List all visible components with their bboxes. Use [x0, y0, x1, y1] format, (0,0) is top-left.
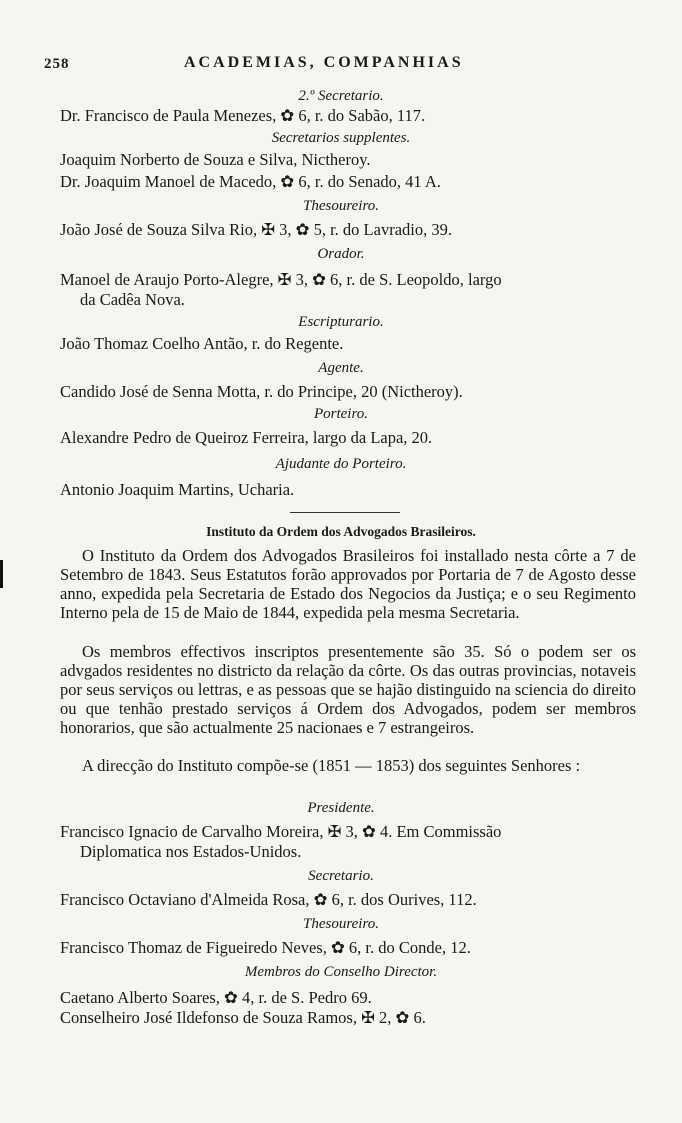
section-divider [290, 512, 400, 513]
entry-line: Joaquim Norberto de Souza e Silva, Nictheroy. [60, 150, 371, 169]
role-title: Orador. [317, 246, 365, 262]
page-header [44, 54, 644, 78]
role-title: Membros do Conselho Director. [244, 964, 438, 980]
role-title: Thesoureiro. [303, 916, 379, 932]
entry-line: João José de Souza Silva Rio, ✠ 3, ✿ 5, r. do Lavradio, 39. [60, 220, 452, 239]
paragraph: A direcção do Instituto compõe-se (1851 — 1853) dos seguintes Senhores : [82, 756, 581, 775]
entry-continuation: Diplomatica nos Estados-Unidos. [80, 842, 302, 861]
entry-line: João Thomaz Coelho Antão, r. do Regente. [60, 334, 344, 353]
entry-continuation: da Cadêa Nova. [80, 290, 185, 309]
entry-line: Dr. Francisco de Paula Menezes, ✿ 6, r. do Sabão, 117. [60, 106, 426, 125]
paragraph: O Instituto da Ordem dos Advogados Brasileiros foi installado nesta côrte a 7 de Setembro de 1843. Seus Estatutos forão approvados por Portaria de 7 de Agosto desse anno, expedida pela Secretaria de Estado dos Negocios da Justiça; e o seu Regimento Interno pela de 15 de Maio de 1844, expedida pela mesma Secretaria. [60, 546, 636, 622]
role-title: Secretario. [308, 868, 374, 884]
entry-line: Manoel de Araujo Porto-Alegre, ✠ 3, ✿ 6, r. de S. Leopoldo, largo [60, 270, 502, 289]
role-title: Agente. [318, 360, 364, 376]
section-heading: Instituto da Ordem dos Advogados Brasileiros. [206, 524, 476, 539]
role-title: Ajudante do Porteiro. [275, 456, 407, 472]
role-title: Thesoureiro. [303, 198, 379, 214]
entry-line: Caetano Alberto Soares, ✿ 4, r. de S. Pedro 69. [60, 988, 372, 1007]
paragraph: Os membros effectivos inscriptos presentemente são 35. Só o podem ser os advgados residentes no districto da relação da côrte. Os das outras provincias, notaveis por seus serviços ou lettras, e as pessoas que se hajão distinguido na sciencia do direito ou que tenhão prestado serviços á Ordem dos Advogados, podem ser membros honorarios, que são actualmente 25 nacionaes e 7 estrangeiros. [60, 642, 636, 737]
entry-line: Francisco Ignacio de Carvalho Moreira, ✠ 3, ✿ 4. Em Commissão [60, 822, 502, 841]
page-number: 258 [44, 56, 70, 72]
role-title: Secretarios supplentes. [271, 130, 411, 146]
entry-line: Alexandre Pedro de Queiroz Ferreira, largo da Lapa, 20. [60, 428, 433, 447]
role-title: Presidente. [307, 800, 375, 816]
role-title: 2.º Secretario. [298, 88, 384, 104]
role-title: Escripturario. [298, 314, 384, 330]
entry-line: Antonio Joaquim Martins, Ucharia. [60, 480, 295, 499]
role-title: Porteiro. [313, 406, 369, 422]
margin-mark [0, 560, 3, 588]
entry-line: Francisco Thomaz de Figueiredo Neves, ✿ 6, r. do Conde, 12. [60, 938, 471, 957]
entry-line: Dr. Joaquim Manoel de Macedo, ✿ 6, r. do Senado, 41 A. [60, 172, 441, 191]
running-title: ACADEMIAS, COMPANHIAS [184, 54, 464, 71]
entry-line: Conselheiro José Ildefonso de Souza Ramos, ✠ 2, ✿ 6. [60, 1008, 426, 1027]
entry-line: Francisco Octaviano d'Almeida Rosa, ✿ 6, r. dos Ourives, 112. [60, 890, 477, 909]
entry-line: Candido José de Senna Motta, r. do Principe, 20 (Nictheroy). [60, 382, 463, 401]
